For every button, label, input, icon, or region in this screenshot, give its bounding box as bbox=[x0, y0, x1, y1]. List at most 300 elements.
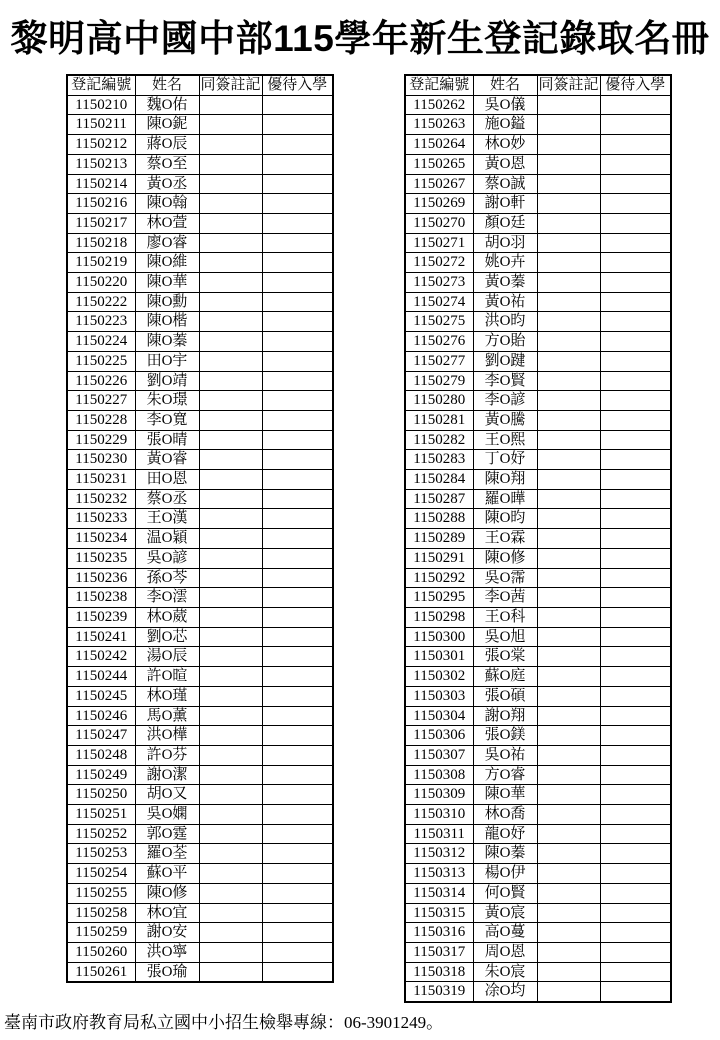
preferential-cell bbox=[262, 568, 333, 588]
table-row bbox=[67, 568, 333, 588]
name-cell: 張O碩 bbox=[473, 686, 537, 706]
reg-no-cell: 1150220 bbox=[67, 273, 135, 293]
reg-no-cell: 1150277 bbox=[405, 351, 473, 371]
name-cell: 陳O楷 bbox=[135, 312, 199, 332]
reg-no-cell: 1150280 bbox=[405, 391, 473, 411]
reg-no-cell: 1150210 bbox=[67, 95, 135, 115]
reg-no-cell: 1150216 bbox=[67, 194, 135, 214]
preferential-cell bbox=[600, 470, 671, 490]
reg-no-cell: 1150248 bbox=[67, 745, 135, 765]
reg-no-cell: 1150214 bbox=[67, 174, 135, 194]
cosign-cell bbox=[199, 686, 262, 706]
cosign-cell bbox=[537, 686, 600, 706]
name-cell: 張O瑜 bbox=[135, 962, 199, 982]
cosign-cell bbox=[537, 647, 600, 667]
reg-no-cell: 1150306 bbox=[405, 726, 473, 746]
table-row bbox=[67, 135, 333, 155]
reg-no-cell: 1150251 bbox=[67, 805, 135, 825]
reg-no-cell: 1150289 bbox=[405, 529, 473, 549]
cosign-cell bbox=[537, 391, 600, 411]
table-row bbox=[405, 430, 671, 450]
table-row bbox=[405, 154, 671, 174]
preferential-cell bbox=[600, 962, 671, 982]
preferential-cell bbox=[262, 548, 333, 568]
name-cell: 郭O霆 bbox=[135, 824, 199, 844]
cosign-cell bbox=[199, 765, 262, 785]
name-cell: 黃O睿 bbox=[135, 450, 199, 470]
reg-no-cell: 1150288 bbox=[405, 509, 473, 529]
column-header: 登記編號 bbox=[67, 75, 135, 95]
reg-no-cell: 1150316 bbox=[405, 923, 473, 943]
table-row bbox=[405, 883, 671, 903]
cosign-cell bbox=[537, 982, 600, 1002]
preferential-cell bbox=[262, 174, 333, 194]
preferential-cell bbox=[262, 844, 333, 864]
preferential-cell bbox=[600, 726, 671, 746]
table-row bbox=[67, 844, 333, 864]
preferential-cell bbox=[262, 627, 333, 647]
name-cell: 林O葳 bbox=[135, 607, 199, 627]
preferential-cell bbox=[600, 824, 671, 844]
cosign-cell bbox=[537, 233, 600, 253]
reg-no-cell: 1150271 bbox=[405, 233, 473, 253]
reg-no-cell: 1150295 bbox=[405, 588, 473, 608]
cosign-cell bbox=[199, 332, 262, 352]
cosign-cell bbox=[199, 391, 262, 411]
column-header: 同簽註記 bbox=[199, 75, 262, 95]
cosign-cell bbox=[199, 864, 262, 884]
cosign-cell bbox=[537, 351, 600, 371]
reg-no-cell: 1150265 bbox=[405, 154, 473, 174]
cosign-cell bbox=[537, 548, 600, 568]
reg-no-cell: 1150239 bbox=[67, 607, 135, 627]
preferential-cell bbox=[600, 135, 671, 155]
reg-no-cell: 1150281 bbox=[405, 410, 473, 430]
cosign-cell bbox=[199, 805, 262, 825]
preferential-cell bbox=[600, 607, 671, 627]
name-cell: 高O蔓 bbox=[473, 923, 537, 943]
column-header: 登記編號 bbox=[405, 75, 473, 95]
name-cell: 謝O安 bbox=[135, 923, 199, 943]
cosign-cell bbox=[537, 706, 600, 726]
cosign-cell bbox=[199, 371, 262, 391]
cosign-cell bbox=[199, 903, 262, 923]
reg-no-cell: 1150245 bbox=[67, 686, 135, 706]
preferential-cell bbox=[262, 312, 333, 332]
preferential-cell bbox=[262, 903, 333, 923]
name-cell: 陳O昀 bbox=[473, 509, 537, 529]
cosign-cell bbox=[199, 923, 262, 943]
name-cell: 李O諺 bbox=[473, 391, 537, 411]
cosign-cell bbox=[537, 667, 600, 687]
reg-no-cell: 1150246 bbox=[67, 706, 135, 726]
preferential-cell bbox=[600, 450, 671, 470]
table-row bbox=[405, 410, 671, 430]
preferential-cell bbox=[600, 213, 671, 233]
preferential-cell bbox=[600, 903, 671, 923]
table-row bbox=[405, 785, 671, 805]
cosign-cell bbox=[537, 253, 600, 273]
name-cell: 魏O佑 bbox=[135, 95, 199, 115]
preferential-cell bbox=[262, 95, 333, 115]
reg-no-cell: 1150228 bbox=[67, 410, 135, 430]
preferential-cell bbox=[262, 450, 333, 470]
cosign-cell bbox=[199, 883, 262, 903]
table-row bbox=[405, 706, 671, 726]
table-row bbox=[67, 95, 333, 115]
preferential-cell bbox=[600, 883, 671, 903]
cosign-cell bbox=[199, 667, 262, 687]
reg-no-cell: 1150249 bbox=[67, 765, 135, 785]
reg-no-cell: 1150235 bbox=[67, 548, 135, 568]
reg-no-cell: 1150291 bbox=[405, 548, 473, 568]
cosign-cell bbox=[537, 174, 600, 194]
cosign-cell bbox=[537, 883, 600, 903]
reg-no-cell: 1150275 bbox=[405, 312, 473, 332]
name-cell: 陳O華 bbox=[473, 785, 537, 805]
cosign-cell bbox=[199, 962, 262, 982]
cosign-cell bbox=[199, 253, 262, 273]
preferential-cell bbox=[262, 588, 333, 608]
cosign-cell bbox=[537, 273, 600, 293]
table-row bbox=[405, 470, 671, 490]
reg-no-cell: 1150229 bbox=[67, 430, 135, 450]
reg-no-cell: 1150318 bbox=[405, 962, 473, 982]
table-row bbox=[405, 135, 671, 155]
table-row bbox=[405, 726, 671, 746]
preferential-cell bbox=[262, 430, 333, 450]
cosign-cell bbox=[199, 194, 262, 214]
name-cell: 王O漢 bbox=[135, 509, 199, 529]
reg-no-cell: 1150311 bbox=[405, 824, 473, 844]
preferential-cell bbox=[600, 273, 671, 293]
cosign-cell bbox=[199, 470, 262, 490]
name-cell: 黃O丞 bbox=[135, 174, 199, 194]
name-cell: 陳O維 bbox=[135, 253, 199, 273]
table-row bbox=[405, 765, 671, 785]
name-cell: 姚O卉 bbox=[473, 253, 537, 273]
preferential-cell bbox=[262, 785, 333, 805]
reg-no-cell: 1150231 bbox=[67, 470, 135, 490]
cosign-cell bbox=[199, 213, 262, 233]
table-row bbox=[67, 667, 333, 687]
reg-no-cell: 1150212 bbox=[67, 135, 135, 155]
cosign-cell bbox=[199, 292, 262, 312]
preferential-cell bbox=[262, 923, 333, 943]
reg-no-cell: 1150236 bbox=[67, 568, 135, 588]
name-cell: 陳O修 bbox=[473, 548, 537, 568]
name-cell: 朱O宸 bbox=[473, 962, 537, 982]
cosign-cell bbox=[199, 135, 262, 155]
name-cell: 李O澐 bbox=[135, 588, 199, 608]
name-cell: 陳O修 bbox=[135, 883, 199, 903]
cosign-cell bbox=[537, 962, 600, 982]
reg-no-cell: 1150284 bbox=[405, 470, 473, 490]
table-row bbox=[405, 273, 671, 293]
table-row bbox=[67, 351, 333, 371]
preferential-cell bbox=[600, 174, 671, 194]
name-cell: 陳O華 bbox=[135, 273, 199, 293]
cosign-cell bbox=[199, 607, 262, 627]
preferential-cell bbox=[262, 489, 333, 509]
table-row bbox=[405, 391, 671, 411]
cosign-cell bbox=[199, 430, 262, 450]
preferential-cell bbox=[600, 667, 671, 687]
name-cell: 胡O又 bbox=[135, 785, 199, 805]
table-row bbox=[67, 607, 333, 627]
reg-no-cell: 1150274 bbox=[405, 292, 473, 312]
cosign-cell bbox=[199, 450, 262, 470]
header-row bbox=[67, 75, 333, 95]
name-cell: 林O瑾 bbox=[135, 686, 199, 706]
name-cell: 胡O羽 bbox=[473, 233, 537, 253]
reg-no-cell: 1150272 bbox=[405, 253, 473, 273]
table-row bbox=[67, 647, 333, 667]
table-row bbox=[405, 962, 671, 982]
cosign-cell bbox=[537, 292, 600, 312]
reg-no-cell: 1150273 bbox=[405, 273, 473, 293]
table-row bbox=[405, 509, 671, 529]
table-row bbox=[405, 923, 671, 943]
table-row bbox=[405, 588, 671, 608]
preferential-cell bbox=[262, 745, 333, 765]
reg-no-cell: 1150313 bbox=[405, 864, 473, 884]
table-row bbox=[67, 489, 333, 509]
name-cell: 顏O廷 bbox=[473, 213, 537, 233]
name-cell: 蘇O平 bbox=[135, 864, 199, 884]
reg-no-cell: 1150261 bbox=[67, 962, 135, 982]
table-row bbox=[405, 312, 671, 332]
preferential-cell bbox=[262, 864, 333, 884]
name-cell: 吳O霈 bbox=[473, 568, 537, 588]
name-cell: 陳O鈮 bbox=[135, 115, 199, 135]
cosign-cell bbox=[537, 529, 600, 549]
name-cell: 洪O樺 bbox=[135, 726, 199, 746]
name-cell: 吳O嫻 bbox=[135, 805, 199, 825]
preferential-cell bbox=[600, 686, 671, 706]
reg-no-cell: 1150319 bbox=[405, 982, 473, 1002]
cosign-cell bbox=[199, 824, 262, 844]
table-row bbox=[405, 489, 671, 509]
table-row bbox=[405, 332, 671, 352]
table-row bbox=[67, 588, 333, 608]
table-row bbox=[67, 824, 333, 844]
cosign-cell bbox=[199, 115, 262, 135]
table-row bbox=[67, 942, 333, 962]
reg-no-cell: 1150227 bbox=[67, 391, 135, 411]
reg-no-cell: 1150252 bbox=[67, 824, 135, 844]
name-cell: 張O晴 bbox=[135, 430, 199, 450]
cosign-cell bbox=[199, 489, 262, 509]
preferential-cell bbox=[600, 588, 671, 608]
table-row bbox=[405, 844, 671, 864]
preferential-cell bbox=[600, 785, 671, 805]
preferential-cell bbox=[262, 647, 333, 667]
table-row bbox=[405, 548, 671, 568]
preferential-cell bbox=[262, 351, 333, 371]
name-cell: 羅O曄 bbox=[473, 489, 537, 509]
reg-no-cell: 1150218 bbox=[67, 233, 135, 253]
cosign-cell bbox=[199, 706, 262, 726]
table-row bbox=[67, 470, 333, 490]
table-row bbox=[405, 213, 671, 233]
cosign-cell bbox=[537, 470, 600, 490]
cosign-cell bbox=[537, 213, 600, 233]
name-cell: 黃O恩 bbox=[473, 154, 537, 174]
reg-no-cell: 1150219 bbox=[67, 253, 135, 273]
table-row bbox=[405, 805, 671, 825]
cosign-cell bbox=[199, 351, 262, 371]
name-cell: 謝O潔 bbox=[135, 765, 199, 785]
name-cell: 黃O騰 bbox=[473, 410, 537, 430]
reg-no-cell: 1150312 bbox=[405, 844, 473, 864]
reg-no-cell: 1150211 bbox=[67, 115, 135, 135]
preferential-cell bbox=[262, 213, 333, 233]
name-cell: 丁O妤 bbox=[473, 450, 537, 470]
table-row bbox=[67, 430, 333, 450]
table-row bbox=[67, 273, 333, 293]
cosign-cell bbox=[537, 726, 600, 746]
preferential-cell bbox=[262, 942, 333, 962]
name-cell: 廖O睿 bbox=[135, 233, 199, 253]
table-row bbox=[405, 253, 671, 273]
table-row bbox=[405, 371, 671, 391]
preferential-cell bbox=[600, 805, 671, 825]
table-row bbox=[67, 174, 333, 194]
name-cell: 田O恩 bbox=[135, 470, 199, 490]
reg-no-cell: 1150262 bbox=[405, 95, 473, 115]
cosign-cell bbox=[199, 174, 262, 194]
reg-no-cell: 1150315 bbox=[405, 903, 473, 923]
table-row bbox=[67, 292, 333, 312]
reg-no-cell: 1150225 bbox=[67, 351, 135, 371]
preferential-cell bbox=[262, 332, 333, 352]
cosign-cell bbox=[537, 568, 600, 588]
name-cell: 陳O勳 bbox=[135, 292, 199, 312]
cosign-cell bbox=[199, 410, 262, 430]
name-cell: 龍O妤 bbox=[473, 824, 537, 844]
cosign-cell bbox=[537, 805, 600, 825]
reg-no-cell: 1150254 bbox=[67, 864, 135, 884]
name-cell: 許O暄 bbox=[135, 667, 199, 687]
name-cell: 蔡O誠 bbox=[473, 174, 537, 194]
cosign-cell bbox=[537, 607, 600, 627]
reg-no-cell: 1150309 bbox=[405, 785, 473, 805]
cosign-cell bbox=[199, 785, 262, 805]
preferential-cell bbox=[600, 154, 671, 174]
column-header: 同簽註記 bbox=[537, 75, 600, 95]
cosign-cell bbox=[537, 410, 600, 430]
name-cell: 黃O祐 bbox=[473, 292, 537, 312]
name-cell: 洪O寧 bbox=[135, 942, 199, 962]
table-row bbox=[67, 115, 333, 135]
preferential-cell bbox=[262, 962, 333, 982]
preferential-cell bbox=[600, 351, 671, 371]
preferential-cell bbox=[262, 233, 333, 253]
name-cell: 李O寬 bbox=[135, 410, 199, 430]
reg-no-cell: 1150300 bbox=[405, 627, 473, 647]
preferential-cell bbox=[262, 765, 333, 785]
preferential-cell bbox=[262, 824, 333, 844]
preferential-cell bbox=[600, 253, 671, 273]
name-cell: 施O鎰 bbox=[473, 115, 537, 135]
table-row bbox=[67, 213, 333, 233]
reg-no-cell: 1150234 bbox=[67, 529, 135, 549]
preferential-cell bbox=[262, 607, 333, 627]
preferential-cell bbox=[600, 292, 671, 312]
table-row bbox=[405, 174, 671, 194]
name-cell: 温O穎 bbox=[135, 529, 199, 549]
preferential-cell bbox=[600, 489, 671, 509]
name-cell: 林O萱 bbox=[135, 213, 199, 233]
cosign-cell bbox=[537, 115, 600, 135]
reg-no-cell: 1150264 bbox=[405, 135, 473, 155]
name-cell: 方O睿 bbox=[473, 765, 537, 785]
reg-no-cell: 1150230 bbox=[67, 450, 135, 470]
table-row bbox=[67, 627, 333, 647]
cosign-cell bbox=[199, 509, 262, 529]
reg-no-cell: 1150217 bbox=[67, 213, 135, 233]
preferential-cell bbox=[262, 805, 333, 825]
cosign-cell bbox=[199, 647, 262, 667]
roster-table-left bbox=[66, 74, 334, 983]
name-cell: 黃O蓁 bbox=[473, 273, 537, 293]
name-cell: 張O棠 bbox=[473, 647, 537, 667]
name-cell: 湯O辰 bbox=[135, 647, 199, 667]
cosign-cell bbox=[537, 785, 600, 805]
cosign-cell bbox=[537, 371, 600, 391]
preferential-cell bbox=[262, 154, 333, 174]
table-row bbox=[67, 509, 333, 529]
cosign-cell bbox=[199, 627, 262, 647]
cosign-cell bbox=[537, 627, 600, 647]
table-row bbox=[405, 529, 671, 549]
cosign-cell bbox=[537, 95, 600, 115]
table-row bbox=[67, 332, 333, 352]
reg-no-cell: 1150263 bbox=[405, 115, 473, 135]
table-row bbox=[67, 548, 333, 568]
name-cell: 孫O芩 bbox=[135, 568, 199, 588]
preferential-cell bbox=[262, 135, 333, 155]
roster-table-right bbox=[404, 74, 672, 1003]
page-title: 黎明高中國中部115學年新生登記錄取名冊 bbox=[10, 18, 710, 59]
preferential-cell bbox=[262, 273, 333, 293]
table-row bbox=[405, 233, 671, 253]
reg-no-cell: 1150282 bbox=[405, 430, 473, 450]
name-cell: 林O宜 bbox=[135, 903, 199, 923]
preferential-cell bbox=[600, 391, 671, 411]
name-cell: 許O芬 bbox=[135, 745, 199, 765]
table-row bbox=[405, 982, 671, 1002]
name-cell: 黃O宸 bbox=[473, 903, 537, 923]
preferential-cell bbox=[600, 410, 671, 430]
name-cell: 張O鎂 bbox=[473, 726, 537, 746]
table-row bbox=[405, 450, 671, 470]
table-row bbox=[67, 391, 333, 411]
cosign-cell bbox=[537, 903, 600, 923]
reg-no-cell: 1150317 bbox=[405, 942, 473, 962]
table-row bbox=[67, 233, 333, 253]
cosign-cell bbox=[537, 332, 600, 352]
name-cell: 蘇O庭 bbox=[473, 667, 537, 687]
table-row bbox=[67, 371, 333, 391]
reg-no-cell: 1150255 bbox=[67, 883, 135, 903]
table-row bbox=[405, 864, 671, 884]
preferential-cell bbox=[262, 253, 333, 273]
name-cell: 吳O祐 bbox=[473, 745, 537, 765]
name-cell: 凃O均 bbox=[473, 982, 537, 1002]
cosign-cell bbox=[537, 864, 600, 884]
